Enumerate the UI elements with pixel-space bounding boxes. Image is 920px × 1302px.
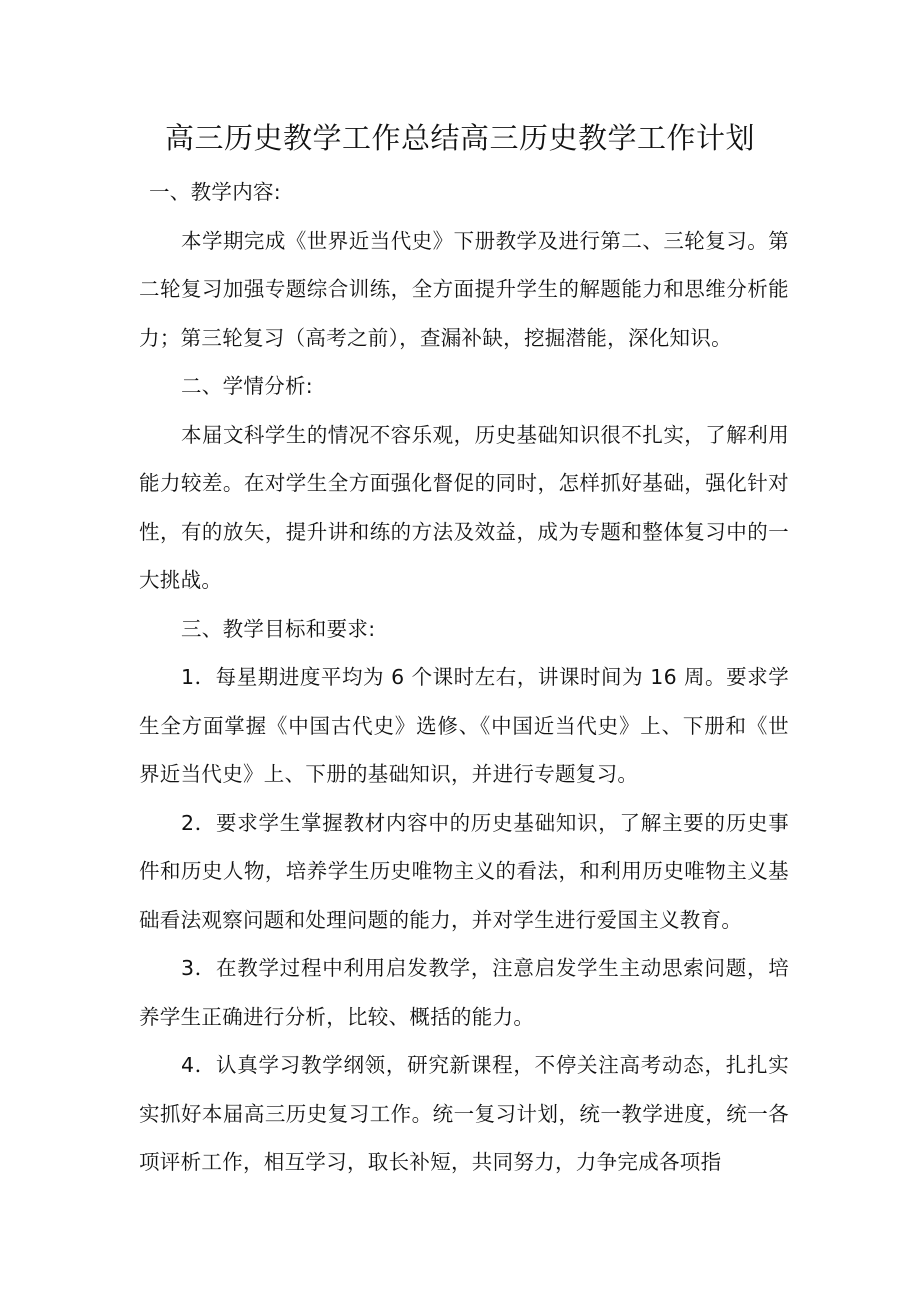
document-body: [139, 168, 789, 1187]
paragraph-teaching-content: 本学期完成《世界近当代史》下册教学及进行第二、三轮复习。第二轮复习加强专题综合训练，全方面提升学生的解题能力和思维分析能力；第三轮复习（高考之前），查漏补缺，挖掘潜能，深化知识。: [139, 228, 789, 350]
document-title: 高三历史教学工作总结高三历史教学工作计划: [164, 121, 755, 155]
paragraph-student-analysis: 本届文科学生的情况不容乐观，历史基础知识很不扎实，了解利用能力较差。在对学生全方面强化督促的同时，怎样抓好基础，强化针对性，有的放矢，提升讲和练的方法及效益，成为专题和整体复习中的一大挑战。: [139, 422, 789, 592]
goal-item-2: 2．要求学生掌握教材内容中的历史基础知识，了解主要的历史事件和历史人物，培养学生历史唯物主义的看法，和利用历史唯物主义基础看法观察问题和处理问题的能力，并对学生进行爱国主义教育。: [139, 810, 789, 932]
goal-item-4: 4．认真学习教学纲领，研究新课程，不停关注高考动态，扎扎实实抓好本届高三历史复习工作。统一复习计划，统一教学进度，统一各项评析工作，相互学习，取长补短，共同努力，力争完成各项指: [139, 1053, 789, 1174]
goal-item-1: 1．每星期进度平均为 6 个课时左右，讲课时间为 16 周。要求学生全方面掌握《中国古代史》选修、《中国近当代史》上、下册和《世界近当代史》上、下册的基础知识，并进行专题复习。: [139, 665, 789, 786]
section-heading-teaching-content: 一、教学内容:: [149, 180, 282, 204]
section-heading-goals: 三、教学目标和要求:: [181, 616, 376, 641]
section-heading-student-analysis: 二、学情分析:: [181, 374, 314, 398]
goal-item-3: 3．在教学过程中利用启发教学，注意启发学生主动思索问题，培养学生正确进行分析，比较、概括的能力。: [139, 956, 789, 1029]
